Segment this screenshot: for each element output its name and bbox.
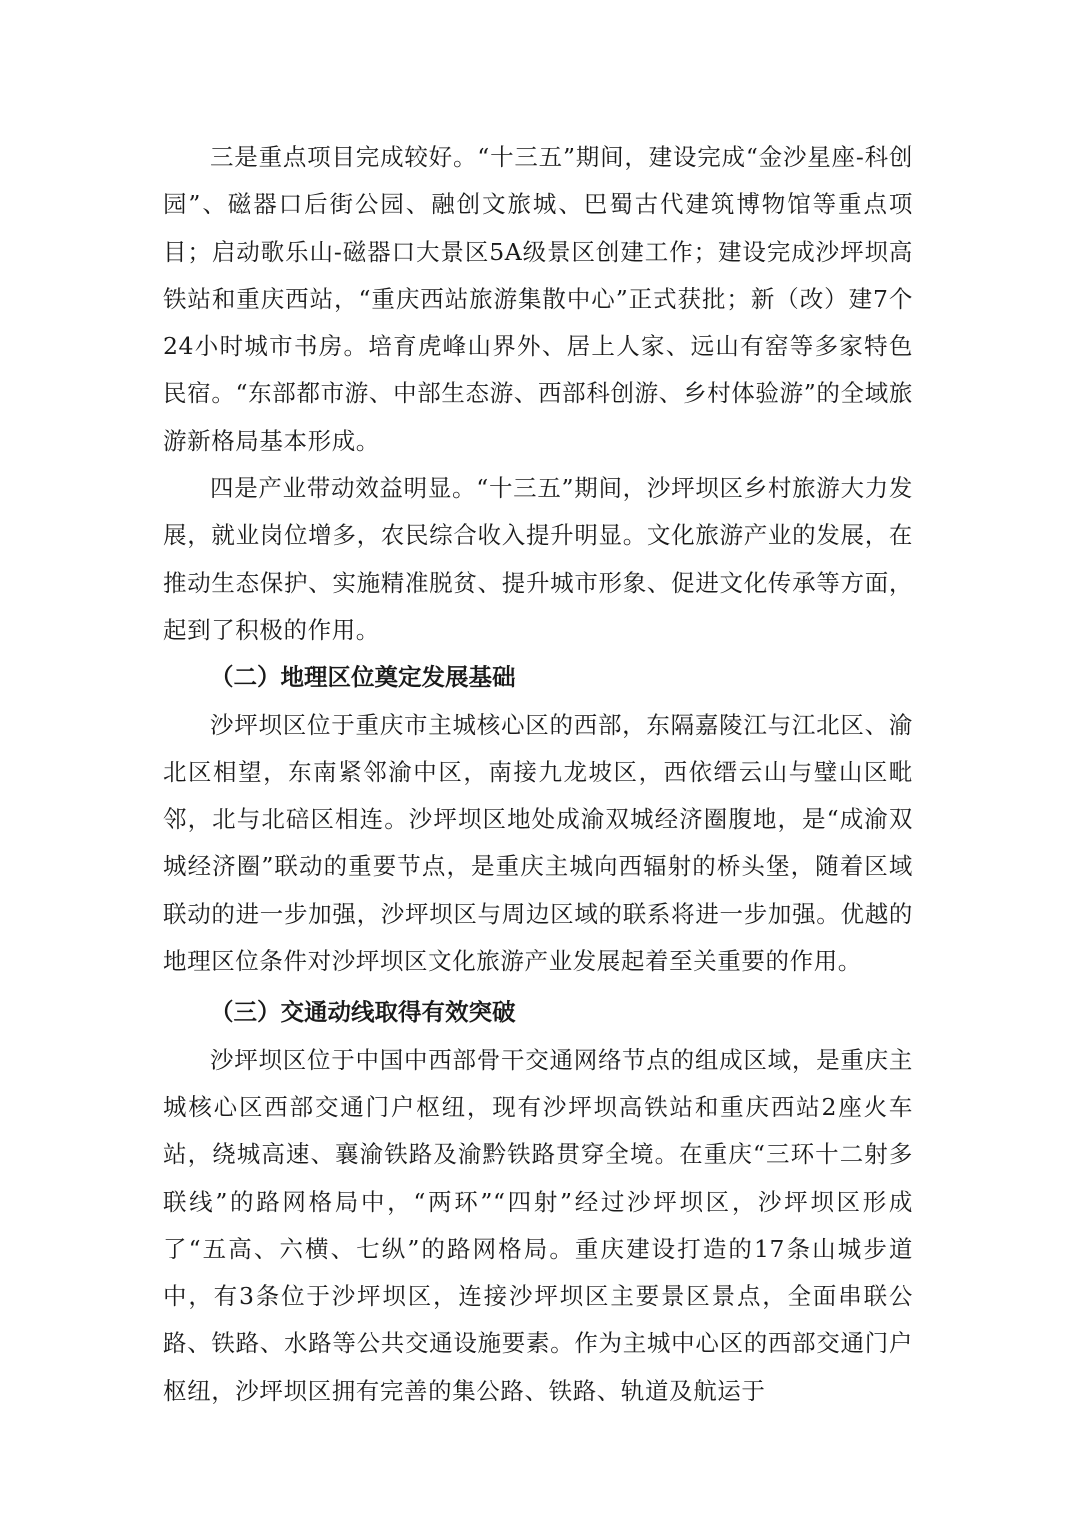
paragraph-industry-benefits: 四是产业带动效益明显。“十三五”期间，沙坪坝区乡村旅游大力发展，就业岗位增多，农民综合收入提升明显。文化旅游产业的发展，在推动生态保护、实施精准脱贫、提升城市形象、促进文化传承等方面，起到了积极的作用。 bbox=[163, 474, 913, 644]
paragraph-transport: 沙坪坝区位于中国中西部骨干交通网络节点的组成区域，是重庆主城核心区西部交通门户枢纽，现有沙坪坝高铁站和重庆西站2座火车站，绕城高速、襄渝铁路及渝黔铁路贯穿全境。在重庆“三环十二射多联线”的路网格局中，“两环”“四射”经过沙坪坝区，沙坪坝区形成了“五高、六横、七纵”的路网格局。重庆建设打造的17条山城步道中，有3条位于沙坪坝区，连接沙坪坝区主要景区景点，全面串联公路、铁路、水路等公共交通设施要素。作为主城中心区的西部交通门户枢纽，沙坪坝区拥有完善的集公路、铁路、轨道及航运于 bbox=[163, 1045, 913, 1405]
paragraph-key-projects: 三是重点项目完成较好。“十三五”期间，建设完成“金沙星座-科创园”、磁器口后街公园、融创文旅城、巴蜀古代建筑博物馆等重点项目；启动歌乐山-磁器口大景区5A级景区创建工作；建设完成沙坪坝高铁站和重庆西站，“重庆西站旅游集散中心”正式获批；新（改）建7个24小时城市书房。培育虎峰山界外、居上人家、远山有窑等多家特色民宿。“东部都市游、中部生态游、西部科创游、乡村体验游”的全域旅游新格局基本形成。 bbox=[163, 143, 913, 455]
section-heading-transport: （三）交通动线取得有效突破 bbox=[210, 998, 516, 1027]
paragraph-geography: 沙坪坝区位于重庆市主城核心区的西部，东隔嘉陵江与江北区、渝北区相望，东南紧邻渝中区，南接九龙坡区，西依缙云山与璧山区毗邻，北与北碚区相连。沙坪坝区地处成渝双城经济圈腹地，是“成渝双城经济圈”联动的重要节点，是重庆主城向西辐射的桥头堡，随着区域联动的进一步加强，沙坪坝区与周边区域的联系将进一步加强。优越的地理区位条件对沙坪坝区文化旅游产业发展起着至关重要的作用。 bbox=[163, 710, 913, 976]
section-heading-geography: （二）地理区位奠定发展基础 bbox=[210, 663, 516, 692]
document-body bbox=[163, 134, 913, 1415]
